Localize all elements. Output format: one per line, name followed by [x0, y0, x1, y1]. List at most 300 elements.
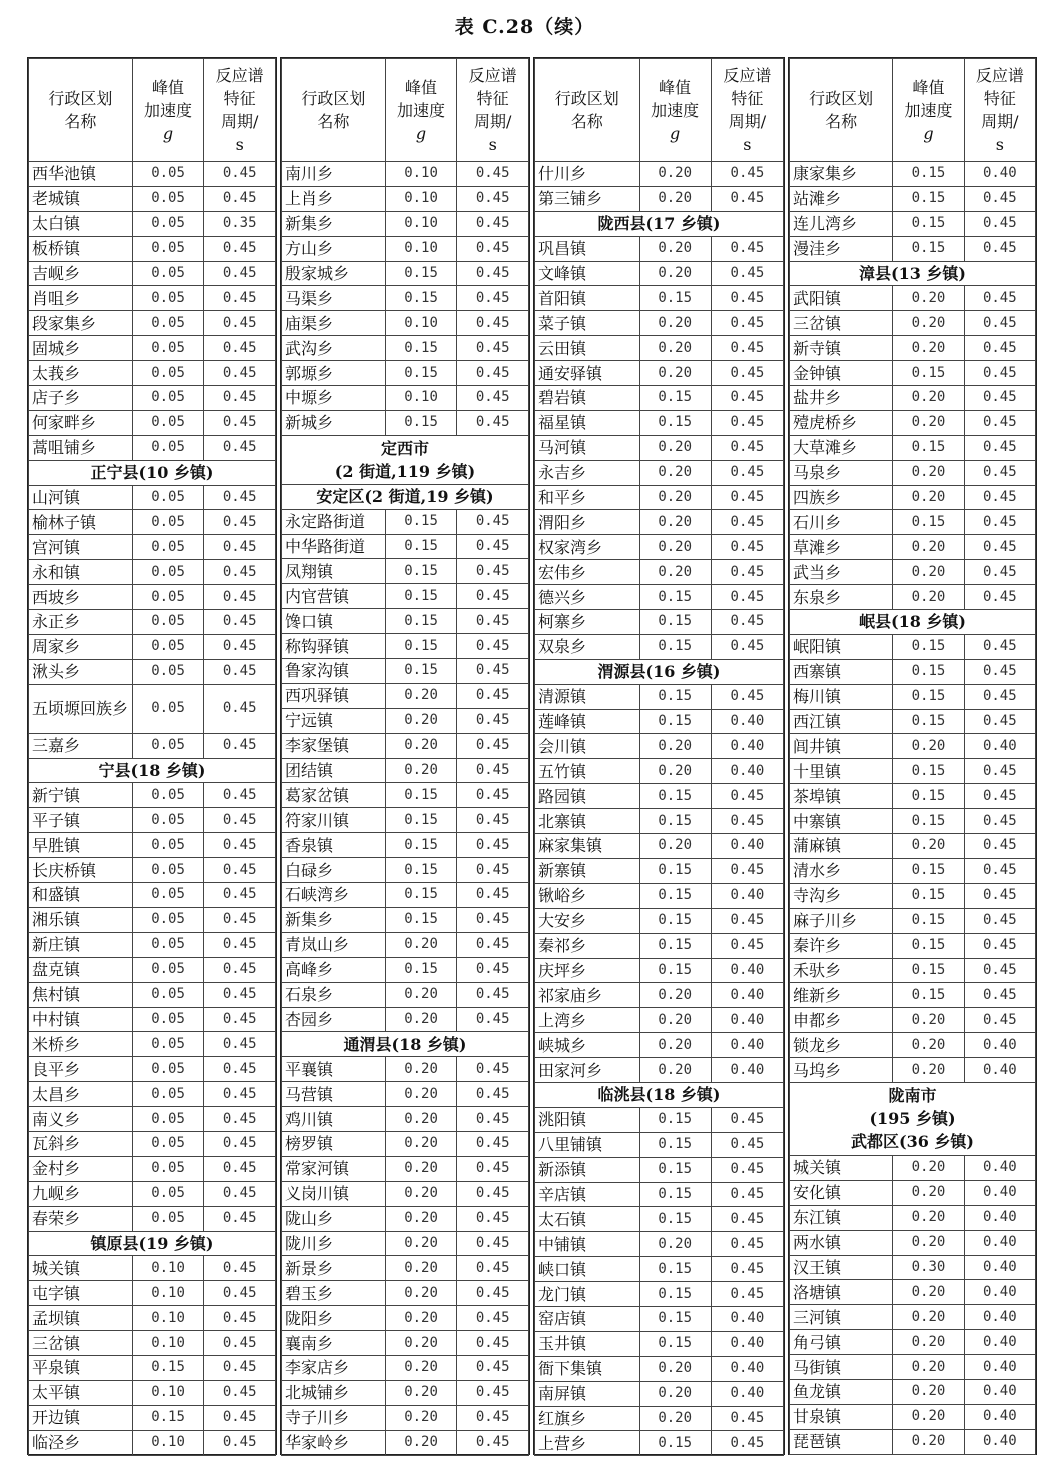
header-pga-line: 加速度: [397, 100, 446, 120]
header-name-text: 行政区划名称: [809, 89, 874, 131]
region-name-cell: 新宁镇: [29, 783, 133, 808]
period-cell: 0.45: [711, 784, 783, 809]
table-row: [535, 261, 784, 286]
pga-cell: 0.15: [893, 883, 964, 908]
period-cell: 0.45: [457, 1380, 529, 1405]
region-name-cell: 福星镇: [535, 410, 640, 435]
table-block-2: [280, 57, 530, 1455]
pga-cell: 0.15: [385, 883, 457, 908]
table-row: [535, 1157, 784, 1182]
region-name-cell: 鸡川镇: [282, 1107, 386, 1132]
region-name-cell: 内官营镇: [282, 584, 386, 609]
group-row: [29, 460, 276, 485]
table-row: [29, 783, 276, 808]
region-name-cell: 葛家岔镇: [282, 783, 386, 808]
period-cell: 0.45: [204, 610, 276, 635]
period-cell: 0.45: [964, 834, 1035, 859]
pga-cell: 0.15: [893, 186, 964, 211]
pga-cell: 0.10: [385, 386, 457, 411]
region-name-cell: 锁龙乡: [790, 1033, 893, 1058]
period-cell: 0.45: [711, 1107, 783, 1132]
header-period-line: s: [995, 135, 1004, 154]
period-cell: 0.40: [964, 1255, 1035, 1280]
table-row: [790, 809, 1036, 834]
pga-cell: 0.15: [639, 1306, 711, 1331]
table-row: [282, 1082, 529, 1107]
table-row: [282, 1380, 529, 1405]
table-row: [29, 1281, 276, 1306]
header-row: [535, 59, 784, 162]
group-row: [790, 1082, 1036, 1155]
region-name-cell: 禾驮乡: [790, 958, 893, 983]
region-name-cell: 平泉镇: [29, 1355, 133, 1380]
period-cell: 0.45: [204, 1032, 276, 1057]
region-name-cell: 柯寨乡: [535, 610, 640, 635]
table-row: [282, 1131, 529, 1156]
table-row: [535, 336, 784, 361]
region-name-cell: 三岔镇: [790, 311, 893, 336]
table-row: [535, 1058, 784, 1083]
header-name: [29, 59, 133, 162]
header-period: [204, 59, 276, 162]
region-name-cell: 永吉乡: [535, 460, 640, 485]
pga-cell: 0.20: [385, 1405, 457, 1430]
region-name-cell: 称钩驿镇: [282, 634, 386, 659]
period-cell: 0.45: [964, 908, 1035, 933]
pga-cell: 0.15: [132, 1405, 204, 1430]
pga-cell: 0.10: [132, 1331, 204, 1356]
period-cell: 0.45: [457, 1331, 529, 1356]
table-row: [535, 1207, 784, 1232]
region-name-cell: 锹峪乡: [535, 883, 640, 908]
pga-cell: 0.15: [893, 634, 964, 659]
table-row: [282, 559, 529, 584]
period-cell: 0.45: [457, 386, 529, 411]
table-row: [790, 485, 1036, 510]
period-cell: 0.45: [204, 535, 276, 560]
table-row: [29, 1430, 276, 1455]
group-heading-line: 陇南市: [888, 1086, 937, 1106]
pga-cell: 0.15: [893, 709, 964, 734]
table-row: [29, 634, 276, 659]
region-name-cell: 新集乡: [282, 211, 386, 236]
table-row: [282, 261, 529, 286]
table-row: [29, 932, 276, 957]
group-row: [535, 1082, 784, 1107]
region-name-cell: 长庆桥镇: [29, 858, 133, 883]
table-row: [535, 1132, 784, 1157]
pga-cell: 0.15: [639, 1207, 711, 1232]
period-cell: 0.40: [964, 1180, 1035, 1205]
group-heading: [535, 1082, 784, 1107]
period-cell: 0.40: [964, 1404, 1035, 1429]
region-name-cell: 西江镇: [790, 709, 893, 734]
pga-cell: 0.05: [132, 311, 204, 336]
region-name-cell: 陇山乡: [282, 1206, 386, 1231]
header-pga-line: g: [923, 123, 934, 143]
table-row: [29, 1107, 276, 1132]
region-name-cell: 湫头乡: [29, 659, 133, 684]
pga-cell: 0.15: [893, 908, 964, 933]
period-cell: 0.45: [711, 460, 783, 485]
region-name-cell: 金村乡: [29, 1156, 133, 1181]
period-cell: 0.45: [204, 286, 276, 311]
header-period: [457, 59, 529, 162]
region-name-cell: 蒲麻镇: [790, 834, 893, 859]
period-cell: 0.40: [964, 1330, 1035, 1355]
region-name-cell: 马街镇: [790, 1355, 893, 1380]
period-cell: 0.45: [204, 634, 276, 659]
pga-cell: 0.15: [639, 809, 711, 834]
table-row: [535, 958, 784, 983]
pga-cell: 0.20: [639, 311, 711, 336]
region-name-cell: 杏园乡: [282, 1007, 386, 1032]
period-cell: 0.45: [204, 361, 276, 386]
region-name-cell: 金钟镇: [790, 361, 893, 386]
region-name-cell: 蒿咀铺乡: [29, 435, 133, 460]
region-name-cell: 东江镇: [790, 1205, 893, 1230]
period-cell: 0.45: [964, 709, 1035, 734]
table-row: [282, 186, 529, 211]
pga-cell: 0.20: [385, 758, 457, 783]
pga-cell: 0.05: [132, 410, 204, 435]
period-cell: 0.45: [964, 361, 1035, 386]
pga-cell: 0.05: [132, 162, 204, 187]
region-name-cell: 玉井镇: [535, 1331, 640, 1356]
region-name-cell: 太白镇: [29, 211, 133, 236]
pga-cell: 0.05: [132, 1156, 204, 1181]
table-row: [790, 1330, 1036, 1355]
region-name-cell: 西巩驿镇: [282, 683, 386, 708]
region-name-cell: 峡口镇: [535, 1257, 640, 1282]
pga-cell: 0.20: [385, 1206, 457, 1231]
table-row: [790, 560, 1036, 585]
region-name-cell: 屯字镇: [29, 1281, 133, 1306]
period-cell: 0.40: [711, 883, 783, 908]
pga-cell: 0.15: [893, 983, 964, 1008]
pga-cell: 0.15: [893, 759, 964, 784]
region-name-cell: 云田镇: [535, 336, 640, 361]
table-row: [790, 186, 1036, 211]
period-cell: 0.45: [964, 510, 1035, 535]
table-row: [790, 1355, 1036, 1380]
period-cell: 0.40: [711, 1331, 783, 1356]
period-cell: 0.45: [204, 485, 276, 510]
pga-cell: 0.20: [893, 1379, 964, 1404]
period-cell: 0.45: [204, 684, 276, 733]
region-name-cell: 辛店镇: [535, 1182, 640, 1207]
period-cell: 0.45: [204, 1107, 276, 1132]
period-cell: 0.45: [204, 1281, 276, 1306]
table-row: [535, 460, 784, 485]
pga-cell: 0.10: [132, 1430, 204, 1455]
pga-cell: 0.20: [893, 1355, 964, 1380]
header-period-line: 反应谱: [975, 66, 1024, 85]
pga-cell: 0.05: [132, 186, 204, 211]
region-name-cell: 田家河乡: [535, 1058, 640, 1083]
table-row: [790, 386, 1036, 411]
period-cell: 0.45: [457, 659, 529, 684]
data-table: [534, 58, 784, 1456]
region-name-cell: 盐井乡: [790, 386, 893, 411]
pga-cell: 0.20: [893, 1058, 964, 1083]
table-row: [790, 1305, 1036, 1330]
pga-cell: 0.20: [893, 336, 964, 361]
pga-cell: 0.10: [132, 1281, 204, 1306]
pga-cell: 0.05: [132, 560, 204, 585]
pga-cell: 0.15: [639, 784, 711, 809]
pga-cell: 0.20: [639, 236, 711, 261]
region-name-cell: 新寨镇: [535, 858, 640, 883]
pga-cell: 0.05: [132, 386, 204, 411]
pga-cell: 0.20: [639, 186, 711, 211]
table-row: [790, 734, 1036, 759]
pga-cell: 0.20: [639, 435, 711, 460]
group-row: [282, 1032, 529, 1057]
table-row: [282, 1057, 529, 1082]
period-cell: 0.45: [711, 908, 783, 933]
period-cell: 0.45: [711, 1431, 783, 1456]
pga-cell: 0.15: [385, 659, 457, 684]
period-cell: 0.45: [457, 957, 529, 982]
region-name-cell: 茶埠镇: [790, 784, 893, 809]
pga-cell: 0.10: [385, 236, 457, 261]
table-row: [790, 435, 1036, 460]
pga-cell: 0.20: [893, 1280, 964, 1305]
header-pga-line: g: [670, 123, 681, 143]
table-row: [790, 336, 1036, 361]
table-row: [790, 659, 1036, 684]
region-name-cell: 和盛镇: [29, 883, 133, 908]
group-heading: [535, 659, 784, 684]
table-row: [29, 982, 276, 1007]
table-row: [282, 1405, 529, 1430]
region-name-cell: 鲁家沟镇: [282, 659, 386, 684]
region-name-cell: 孟坝镇: [29, 1306, 133, 1331]
period-cell: 0.45: [457, 509, 529, 534]
period-cell: 0.45: [204, 1331, 276, 1356]
period-cell: 0.45: [964, 784, 1035, 809]
table-row: [535, 585, 784, 610]
region-name-cell: 凤翔镇: [282, 559, 386, 584]
region-name-cell: 何家畔乡: [29, 410, 133, 435]
table-row: [29, 336, 276, 361]
pga-cell: 0.15: [385, 261, 457, 286]
period-cell: 0.45: [964, 410, 1035, 435]
table-row: [535, 734, 784, 759]
pga-cell: 0.05: [132, 808, 204, 833]
period-cell: 0.45: [711, 261, 783, 286]
region-name-cell: 老城镇: [29, 186, 133, 211]
region-name-cell: 陇阳乡: [282, 1306, 386, 1331]
region-name-cell: 上湾乡: [535, 1008, 640, 1033]
period-cell: 0.45: [964, 286, 1035, 311]
pga-cell: 0.05: [132, 610, 204, 635]
region-name-cell: 新景乡: [282, 1256, 386, 1281]
table-row: [282, 361, 529, 386]
pga-cell: 0.20: [893, 1305, 964, 1330]
period-cell: 0.45: [204, 1007, 276, 1032]
period-cell: 0.45: [457, 982, 529, 1007]
region-name-cell: 岷阳镇: [790, 634, 893, 659]
table-row: [282, 386, 529, 411]
region-name-cell: 龙门镇: [535, 1282, 640, 1307]
table-row: [790, 311, 1036, 336]
table-row: [790, 784, 1036, 809]
pga-cell: 0.20: [639, 734, 711, 759]
pga-cell: 0.15: [639, 858, 711, 883]
pga-cell: 0.15: [639, 386, 711, 411]
pga-cell: 0.20: [385, 1256, 457, 1281]
region-name-cell: 北城铺乡: [282, 1380, 386, 1405]
period-cell: 0.45: [964, 386, 1035, 411]
period-cell: 0.45: [457, 1131, 529, 1156]
table-row: [790, 535, 1036, 560]
table-row: [535, 933, 784, 958]
table-row: [282, 758, 529, 783]
pga-cell: 0.20: [893, 560, 964, 585]
region-name-cell: 石川乡: [790, 510, 893, 535]
region-name-cell: 殷家城乡: [282, 261, 386, 286]
period-cell: 0.45: [457, 783, 529, 808]
group-heading: [282, 435, 529, 484]
period-cell: 0.45: [457, 1281, 529, 1306]
header-period-line: 反应谱: [468, 66, 517, 85]
table-row: [282, 1181, 529, 1206]
period-cell: 0.45: [711, 510, 783, 535]
pga-cell: 0.05: [132, 1007, 204, 1032]
header-period: [711, 59, 783, 162]
pga-cell: 0.20: [639, 1356, 711, 1381]
period-cell: 0.45: [964, 958, 1035, 983]
table-row: [29, 808, 276, 833]
table-row: [282, 311, 529, 336]
table-row: [535, 1107, 784, 1132]
table-row: [535, 1008, 784, 1033]
region-name-cell: 连儿湾乡: [790, 211, 893, 236]
group-heading: [29, 758, 276, 783]
region-name-cell: 甘泉镇: [790, 1404, 893, 1429]
region-name-cell: 宏伟乡: [535, 560, 640, 585]
pga-cell: 0.15: [385, 584, 457, 609]
pga-cell: 0.20: [893, 1008, 964, 1033]
header-pga-line: 峰值: [405, 77, 438, 97]
pga-cell: 0.15: [639, 958, 711, 983]
pga-cell: 0.20: [639, 336, 711, 361]
period-cell: 0.45: [711, 386, 783, 411]
period-cell: 0.40: [964, 1280, 1035, 1305]
data-table: [281, 58, 529, 1456]
region-name-cell: 峡城乡: [535, 1033, 640, 1058]
period-cell: 0.45: [204, 808, 276, 833]
header-pga-line: 峰值: [659, 77, 692, 97]
region-name-cell: 新添镇: [535, 1157, 640, 1182]
period-cell: 0.45: [964, 460, 1035, 485]
period-cell: 0.45: [964, 186, 1035, 211]
period-cell: 0.45: [964, 883, 1035, 908]
table-row: [790, 908, 1036, 933]
period-cell: 0.40: [711, 709, 783, 734]
pga-cell: 0.05: [132, 783, 204, 808]
table-row: [29, 1057, 276, 1082]
region-name-cell: 首阳镇: [535, 286, 640, 311]
table-row: [282, 634, 529, 659]
table-row: [29, 1355, 276, 1380]
table-row: [29, 907, 276, 932]
pga-cell: 0.05: [132, 907, 204, 932]
table-row: [535, 834, 784, 859]
region-name-cell: 中村镇: [29, 1007, 133, 1032]
table-row: [790, 361, 1036, 386]
region-name-cell: 永和镇: [29, 560, 133, 585]
period-cell: 0.45: [711, 236, 783, 261]
table-row: [535, 485, 784, 510]
table-row: [790, 1379, 1036, 1404]
table-row: [790, 460, 1036, 485]
region-name-cell: 瓦斜乡: [29, 1131, 133, 1156]
pga-cell: 0.20: [639, 1033, 711, 1058]
pga-cell: 0.20: [639, 759, 711, 784]
period-cell: 0.45: [711, 1182, 783, 1207]
region-name-cell: 窑店镇: [535, 1306, 640, 1331]
period-cell: 0.45: [204, 336, 276, 361]
header-period-line: 周期/: [728, 112, 767, 131]
pga-cell: 0.15: [639, 1257, 711, 1282]
region-name-cell: 东泉乡: [790, 585, 893, 610]
period-cell: 0.40: [711, 1306, 783, 1331]
table-row: [535, 286, 784, 311]
table-row: [282, 286, 529, 311]
period-cell: 0.45: [711, 1207, 783, 1232]
pga-cell: 0.05: [132, 336, 204, 361]
table-row: [535, 311, 784, 336]
header-period-line: 特征: [731, 89, 764, 108]
table-row: [535, 709, 784, 734]
group-heading: [282, 1032, 529, 1057]
region-name-cell: 永定路街道: [282, 509, 386, 534]
region-name-cell: 安化镇: [790, 1180, 893, 1205]
period-cell: 0.45: [204, 410, 276, 435]
group-row: [29, 1231, 276, 1256]
pga-cell: 0.15: [893, 211, 964, 236]
pga-cell: 0.05: [132, 684, 204, 733]
period-cell: 0.45: [964, 634, 1035, 659]
table-row: [790, 1404, 1036, 1429]
pga-cell: 0.15: [132, 1355, 204, 1380]
table-row: [535, 1182, 784, 1207]
region-name-cell: 秦许乡: [790, 933, 893, 958]
pga-cell: 0.20: [639, 834, 711, 859]
period-cell: 0.45: [711, 1282, 783, 1307]
pga-cell: 0.20: [385, 1306, 457, 1331]
pga-cell: 0.15: [639, 1331, 711, 1356]
region-name-cell: 庆坪乡: [535, 958, 640, 983]
period-cell: 0.45: [457, 833, 529, 858]
group-heading: [790, 261, 1036, 286]
group-row: [790, 610, 1036, 635]
region-name-cell: 店子乡: [29, 386, 133, 411]
region-name-cell: 红旗乡: [535, 1406, 640, 1431]
region-name-cell: 权家湾乡: [535, 535, 640, 560]
table-row: [790, 759, 1036, 784]
period-cell: 0.45: [204, 1405, 276, 1430]
region-name-cell: 春荣乡: [29, 1206, 133, 1231]
pga-cell: 0.05: [132, 883, 204, 908]
group-heading-line: 陇西县(17 乡镇): [597, 214, 721, 234]
table-row: [535, 759, 784, 784]
group-heading-line: 正宁县(10 乡镇): [90, 463, 214, 483]
group-heading-line: 漳县(13 乡镇): [859, 264, 966, 283]
